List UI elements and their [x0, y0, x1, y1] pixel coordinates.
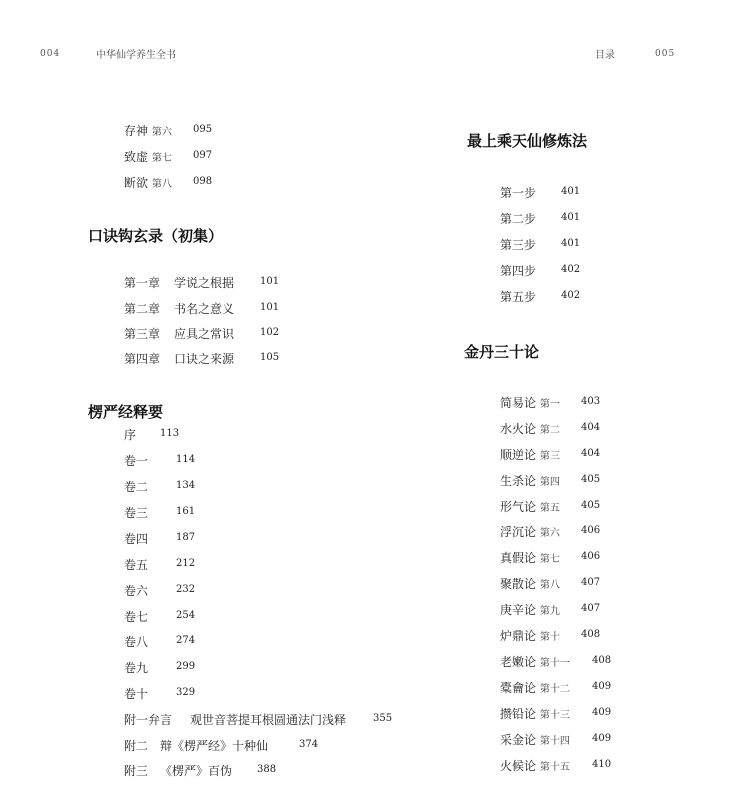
entry-sequence: 第八	[151, 179, 172, 190]
entry-sequence: 第三	[539, 451, 560, 462]
list-item[interactable]	[500, 549, 601, 566]
page-number: 232	[176, 584, 196, 595]
entry-title: 第五步	[500, 290, 537, 304]
entry-title: 火候论	[500, 759, 537, 773]
page-number: 407	[581, 577, 601, 588]
list-item[interactable]	[124, 325, 280, 342]
entry-sequence: 第十三	[539, 710, 570, 721]
entry-title: 第一步	[500, 186, 537, 200]
list-item[interactable]	[124, 122, 213, 139]
list-item[interactable]	[500, 446, 601, 463]
page-number: 329	[176, 687, 196, 698]
entry-title: 应具之常识	[174, 327, 235, 341]
list-item[interactable]	[124, 659, 196, 676]
entry-title: 口诀之来源	[174, 352, 235, 366]
entry-sequence: 第六	[539, 528, 560, 539]
section-heading[interactable]: 金丹三十论	[464, 343, 540, 361]
page-number: 098	[193, 176, 213, 187]
page-number: 408	[581, 629, 601, 640]
entry-sequence: 第七	[539, 554, 560, 565]
entry-title: 生杀论	[500, 474, 537, 488]
left-page-number: 004	[40, 49, 61, 59]
entry-title: 第二步	[500, 212, 537, 226]
list-item[interactable]	[500, 653, 612, 670]
page-number: 407	[581, 603, 601, 614]
page-number: 187	[176, 532, 196, 543]
entry-title: 序	[124, 428, 137, 442]
entry-title: 聚散论	[500, 577, 537, 591]
list-item[interactable]	[124, 608, 196, 625]
entry-title: 卷十	[124, 687, 149, 701]
entry-title: 第三步	[500, 238, 537, 252]
entry-title: 卷三	[124, 506, 149, 520]
appendix-item[interactable]	[124, 711, 393, 728]
entry-title: 第四步	[500, 264, 537, 278]
page-number: 402	[561, 290, 581, 301]
page-number: 095	[193, 124, 213, 135]
right-page-number: 005	[655, 49, 676, 59]
page-number: 105	[260, 352, 280, 363]
page-number: 409	[592, 733, 612, 744]
entry-title: 简易论	[500, 396, 537, 410]
entry-title: 《楞严》百伪	[160, 764, 233, 778]
list-item[interactable]	[500, 472, 601, 489]
entry-sequence: 第十五	[539, 762, 570, 773]
page-number: 299	[176, 661, 196, 672]
entry-title: 顺逆论	[500, 448, 537, 462]
list-item[interactable]	[500, 498, 601, 515]
entry-title: 致虚	[124, 150, 149, 164]
entry-sequence: 第十四	[539, 736, 570, 747]
entry-title: 卷二	[124, 480, 149, 494]
page-number: 101	[260, 276, 280, 287]
list-item[interactable]	[500, 679, 612, 696]
entry-title: 辩《楞严经》十种仙	[160, 739, 269, 753]
entry-title: 卷五	[124, 558, 149, 572]
list-item[interactable]	[500, 575, 601, 592]
entry-title: 炉鼎论	[500, 629, 537, 643]
page-number: 374	[299, 739, 319, 750]
chapter-number: 第三章	[124, 327, 161, 341]
list-item[interactable]	[124, 556, 196, 573]
list-item[interactable]	[500, 210, 581, 227]
list-item[interactable]	[124, 582, 196, 599]
list-item[interactable]	[124, 633, 196, 650]
section-heading[interactable]: 楞严经释要	[88, 403, 164, 421]
chapter-number: 第二章	[124, 302, 161, 316]
appendix-item[interactable]	[124, 762, 277, 779]
list-item[interactable]	[500, 420, 601, 437]
list-item[interactable]	[500, 262, 581, 279]
entry-sequence: 第六	[151, 127, 172, 138]
entry-title: 存神	[124, 124, 149, 138]
page-number: 404	[581, 422, 601, 433]
appendix-item[interactable]	[124, 737, 319, 754]
page-number: 401	[561, 238, 581, 249]
section-heading[interactable]: 最上乘天仙修炼法	[467, 132, 588, 150]
entry-sequence: 第四	[539, 477, 560, 488]
list-item[interactable]	[124, 504, 196, 521]
entry-title: 老嫩论	[500, 655, 537, 669]
entry-title: 卷四	[124, 532, 149, 546]
entry-sequence: 第一	[539, 399, 560, 410]
list-item[interactable]	[124, 148, 213, 165]
entry-title: 学说之根据	[174, 276, 235, 290]
page-number: 405	[581, 474, 601, 485]
page-number: 161	[176, 506, 196, 517]
list-item[interactable]	[500, 236, 581, 253]
entry-title: 水火论	[500, 422, 537, 436]
entry-title: 卷七	[124, 610, 149, 624]
page-number: 401	[561, 212, 581, 223]
page-number: 101	[260, 302, 280, 313]
list-item[interactable]	[124, 685, 196, 702]
page-number: 097	[193, 150, 213, 161]
entry-title: 攒铅论	[500, 707, 537, 721]
page-number: 254	[176, 610, 196, 621]
appendix-label: 附一弁言	[124, 713, 173, 727]
list-item[interactable]	[124, 452, 196, 469]
list-item[interactable]	[500, 394, 601, 411]
entry-sequence: 第七	[151, 153, 172, 164]
entry-sequence: 第八	[539, 580, 560, 591]
section-heading[interactable]: 口诀钩玄录（初集）	[88, 227, 224, 245]
list-item[interactable]	[124, 300, 280, 317]
entry-title: 采金论	[500, 733, 537, 747]
page-number: 409	[592, 707, 612, 718]
list-item[interactable]	[124, 530, 196, 547]
page-number: 212	[176, 558, 196, 569]
list-item[interactable]	[500, 288, 581, 305]
entry-sequence: 第五	[539, 503, 560, 514]
entry-title: 浮沉论	[500, 525, 537, 539]
list-item[interactable]	[500, 627, 601, 644]
entry-title: 卷八	[124, 635, 149, 649]
page-number: 410	[592, 759, 612, 770]
list-item[interactable]	[124, 478, 196, 495]
list-item[interactable]	[124, 350, 280, 367]
list-item[interactable]	[500, 757, 612, 774]
list-item[interactable]	[500, 705, 612, 722]
right-running-title: 目录	[595, 50, 615, 61]
page-number: 406	[581, 551, 601, 562]
book-title: 中华仙学养生全书	[96, 50, 176, 61]
entry-sequence: 第二	[539, 425, 560, 436]
list-item[interactable]	[124, 426, 180, 443]
page-number: 274	[176, 635, 196, 646]
page-number: 114	[176, 454, 196, 465]
page-number: 408	[592, 655, 612, 666]
appendix-label: 附二	[124, 739, 149, 753]
list-item[interactable]	[500, 601, 601, 618]
entry-title: 真假论	[500, 551, 537, 565]
entry-sequence: 第十一	[539, 658, 570, 669]
page-number: 113	[160, 428, 180, 439]
page-number: 134	[176, 480, 196, 491]
page-number: 406	[581, 525, 601, 536]
page-number: 355	[373, 713, 393, 724]
entry-title: 卷六	[124, 584, 149, 598]
page-number: 102	[260, 327, 280, 338]
entry-sequence: 第十二	[539, 684, 570, 695]
entry-sequence: 第十	[539, 632, 560, 643]
entry-title: 书名之意义	[174, 302, 235, 316]
list-item[interactable]	[500, 523, 601, 540]
list-item[interactable]	[500, 184, 581, 201]
entry-title: 断欲	[124, 176, 149, 190]
list-item[interactable]	[124, 174, 213, 191]
entry-sequence: 第九	[539, 606, 560, 617]
entry-title: 庚辛论	[500, 603, 537, 617]
page-number: 405	[581, 500, 601, 511]
entry-title: 形气论	[500, 500, 537, 514]
entry-title: 卷一	[124, 454, 149, 468]
entry-title: 卷九	[124, 661, 149, 675]
entry-title: 橐龠论	[500, 681, 537, 695]
page-number: 409	[592, 681, 612, 692]
page-number: 403	[581, 396, 601, 407]
chapter-number: 第一章	[124, 276, 161, 290]
page-number: 388	[257, 764, 277, 775]
entry-title: 观世音菩提耳根圆通法门浅释	[190, 713, 347, 727]
appendix-label: 附三	[124, 764, 149, 778]
page-number: 402	[561, 264, 581, 275]
list-item[interactable]	[124, 274, 280, 291]
page-number: 401	[561, 186, 581, 197]
chapter-number: 第四章	[124, 352, 161, 366]
list-item[interactable]	[500, 731, 612, 748]
page-number: 404	[581, 448, 601, 459]
